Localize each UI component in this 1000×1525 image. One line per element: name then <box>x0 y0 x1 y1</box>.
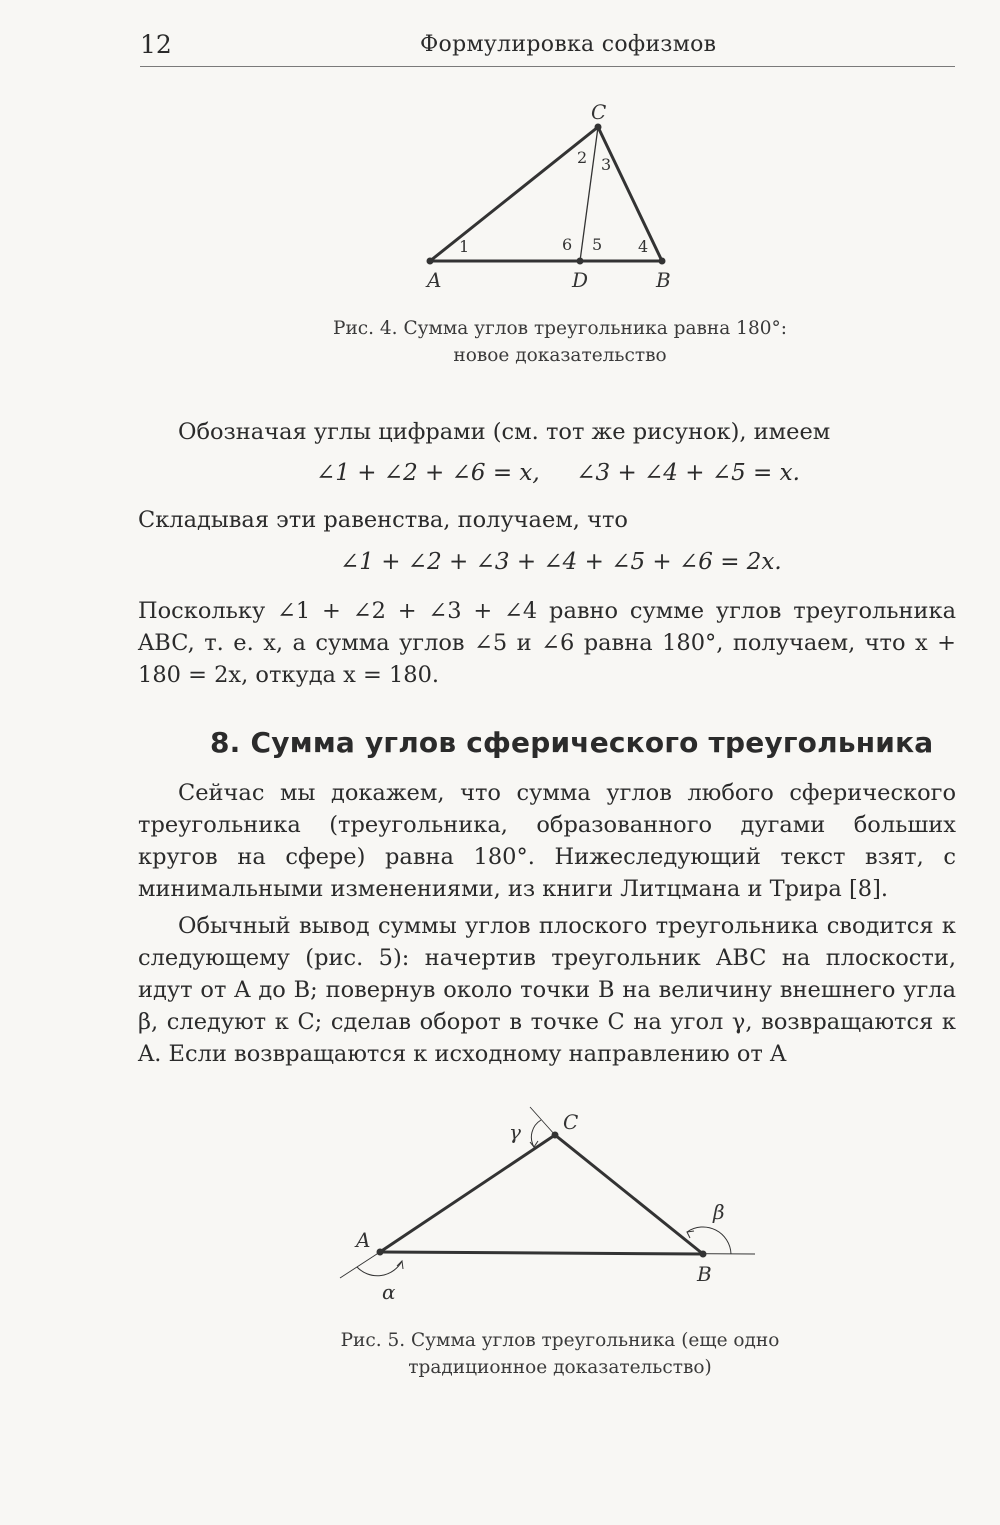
paragraph-spherical-intro: Сейчас мы докажем, что сумма углов любого сферического треугольника (треугольника, образованного дугами больших кругов на сфере) равна 180°. Нижеследующий текст взят, с минимальными изменениями, из книги Литцмана и Трира [8]. <box>138 780 956 902</box>
point-d <box>577 258 584 265</box>
equation-1: ∠1 + ∠2 + ∠6 = x, ∠3 + ∠4 + ∠5 = x. <box>316 460 800 486</box>
label-c: C <box>591 100 607 124</box>
label-alpha: α <box>382 1280 396 1304</box>
label-a: A <box>427 268 442 292</box>
label-c: C <box>563 1110 579 1134</box>
extension-line-ca <box>340 1252 380 1278</box>
angle-2: 2 <box>577 148 588 167</box>
figure-5-caption-line1: Рис. 5. Сумма углов треугольника (еще одно <box>340 1330 780 1351</box>
section-title: Сумма углов сферического треугольника <box>250 726 934 759</box>
figure-5-triangle <box>0 1095 1000 1315</box>
angle-3: 3 <box>601 155 612 174</box>
figure-4-caption-line2: новое доказательство <box>453 345 667 366</box>
angle-5: 5 <box>592 235 603 254</box>
point-b <box>700 1251 707 1258</box>
paragraph-plane-derivation: Обычный вывод суммы углов плоского треугольника сводится к следующему (рис. 5): начертив треугольник ABC на плоскости, идут от A до B; повернув около точки B на величину внешнего угла β, следуют к C; сделав оборот в точке C на угол γ, возвращаются к A. Если возвращаются к исходному направлению от A <box>138 913 956 1067</box>
label-d: D <box>572 268 589 292</box>
angle-beta-arrowhead <box>687 1231 694 1238</box>
running-title: Формулировка софизмов <box>420 32 717 57</box>
side-ac <box>380 1135 555 1252</box>
paragraph-adding: Складывая эти равенства, получаем, что <box>138 507 628 533</box>
side-cb <box>555 1135 703 1254</box>
point-c <box>595 124 602 131</box>
point-b <box>659 258 666 265</box>
label-b: B <box>656 268 671 292</box>
equation-2: ∠1 + ∠2 + ∠3 + ∠4 + ∠5 + ∠6 = 2x. <box>340 549 782 575</box>
paragraph-notation: Обозначая углы цифрами (см. тот же рисунок), имеем <box>178 419 831 445</box>
label-gamma: γ <box>509 1120 521 1144</box>
section-number: 8. <box>210 726 241 759</box>
angle-6: 6 <box>562 235 573 254</box>
angle-4: 4 <box>638 237 649 256</box>
angle-1: 1 <box>459 237 470 256</box>
side-ac <box>430 127 598 261</box>
paragraph-conclusion: Поскольку ∠1 + ∠2 + ∠3 + ∠4 равно сумме углов треугольника ABC, т. е. x, а сумма углов ∠5 и ∠6 равна 180°, получаем, что x + 180 = 2x, откуда x = 180. <box>138 598 956 688</box>
point-a <box>377 1249 384 1256</box>
figure-4-caption <box>300 315 820 369</box>
page-number: 12 <box>140 30 172 59</box>
extension-line-ac <box>530 1107 555 1135</box>
figure-5-caption-line2: традиционное доказательство) <box>408 1357 712 1378</box>
point-c <box>552 1132 559 1139</box>
side-cb <box>598 127 662 261</box>
label-beta: β <box>713 1200 725 1224</box>
angle-alpha-arc <box>357 1261 402 1276</box>
section-heading <box>210 726 933 759</box>
figure-4-caption-line1: Рис. 4. Сумма углов треугольника равна 180°: <box>333 318 787 339</box>
label-a: A <box>356 1228 371 1252</box>
point-a <box>427 258 434 265</box>
figure-4-triangle <box>0 0 1000 310</box>
figure-5-caption <box>300 1327 820 1381</box>
label-b: B <box>697 1262 712 1286</box>
side-ab <box>380 1252 703 1254</box>
